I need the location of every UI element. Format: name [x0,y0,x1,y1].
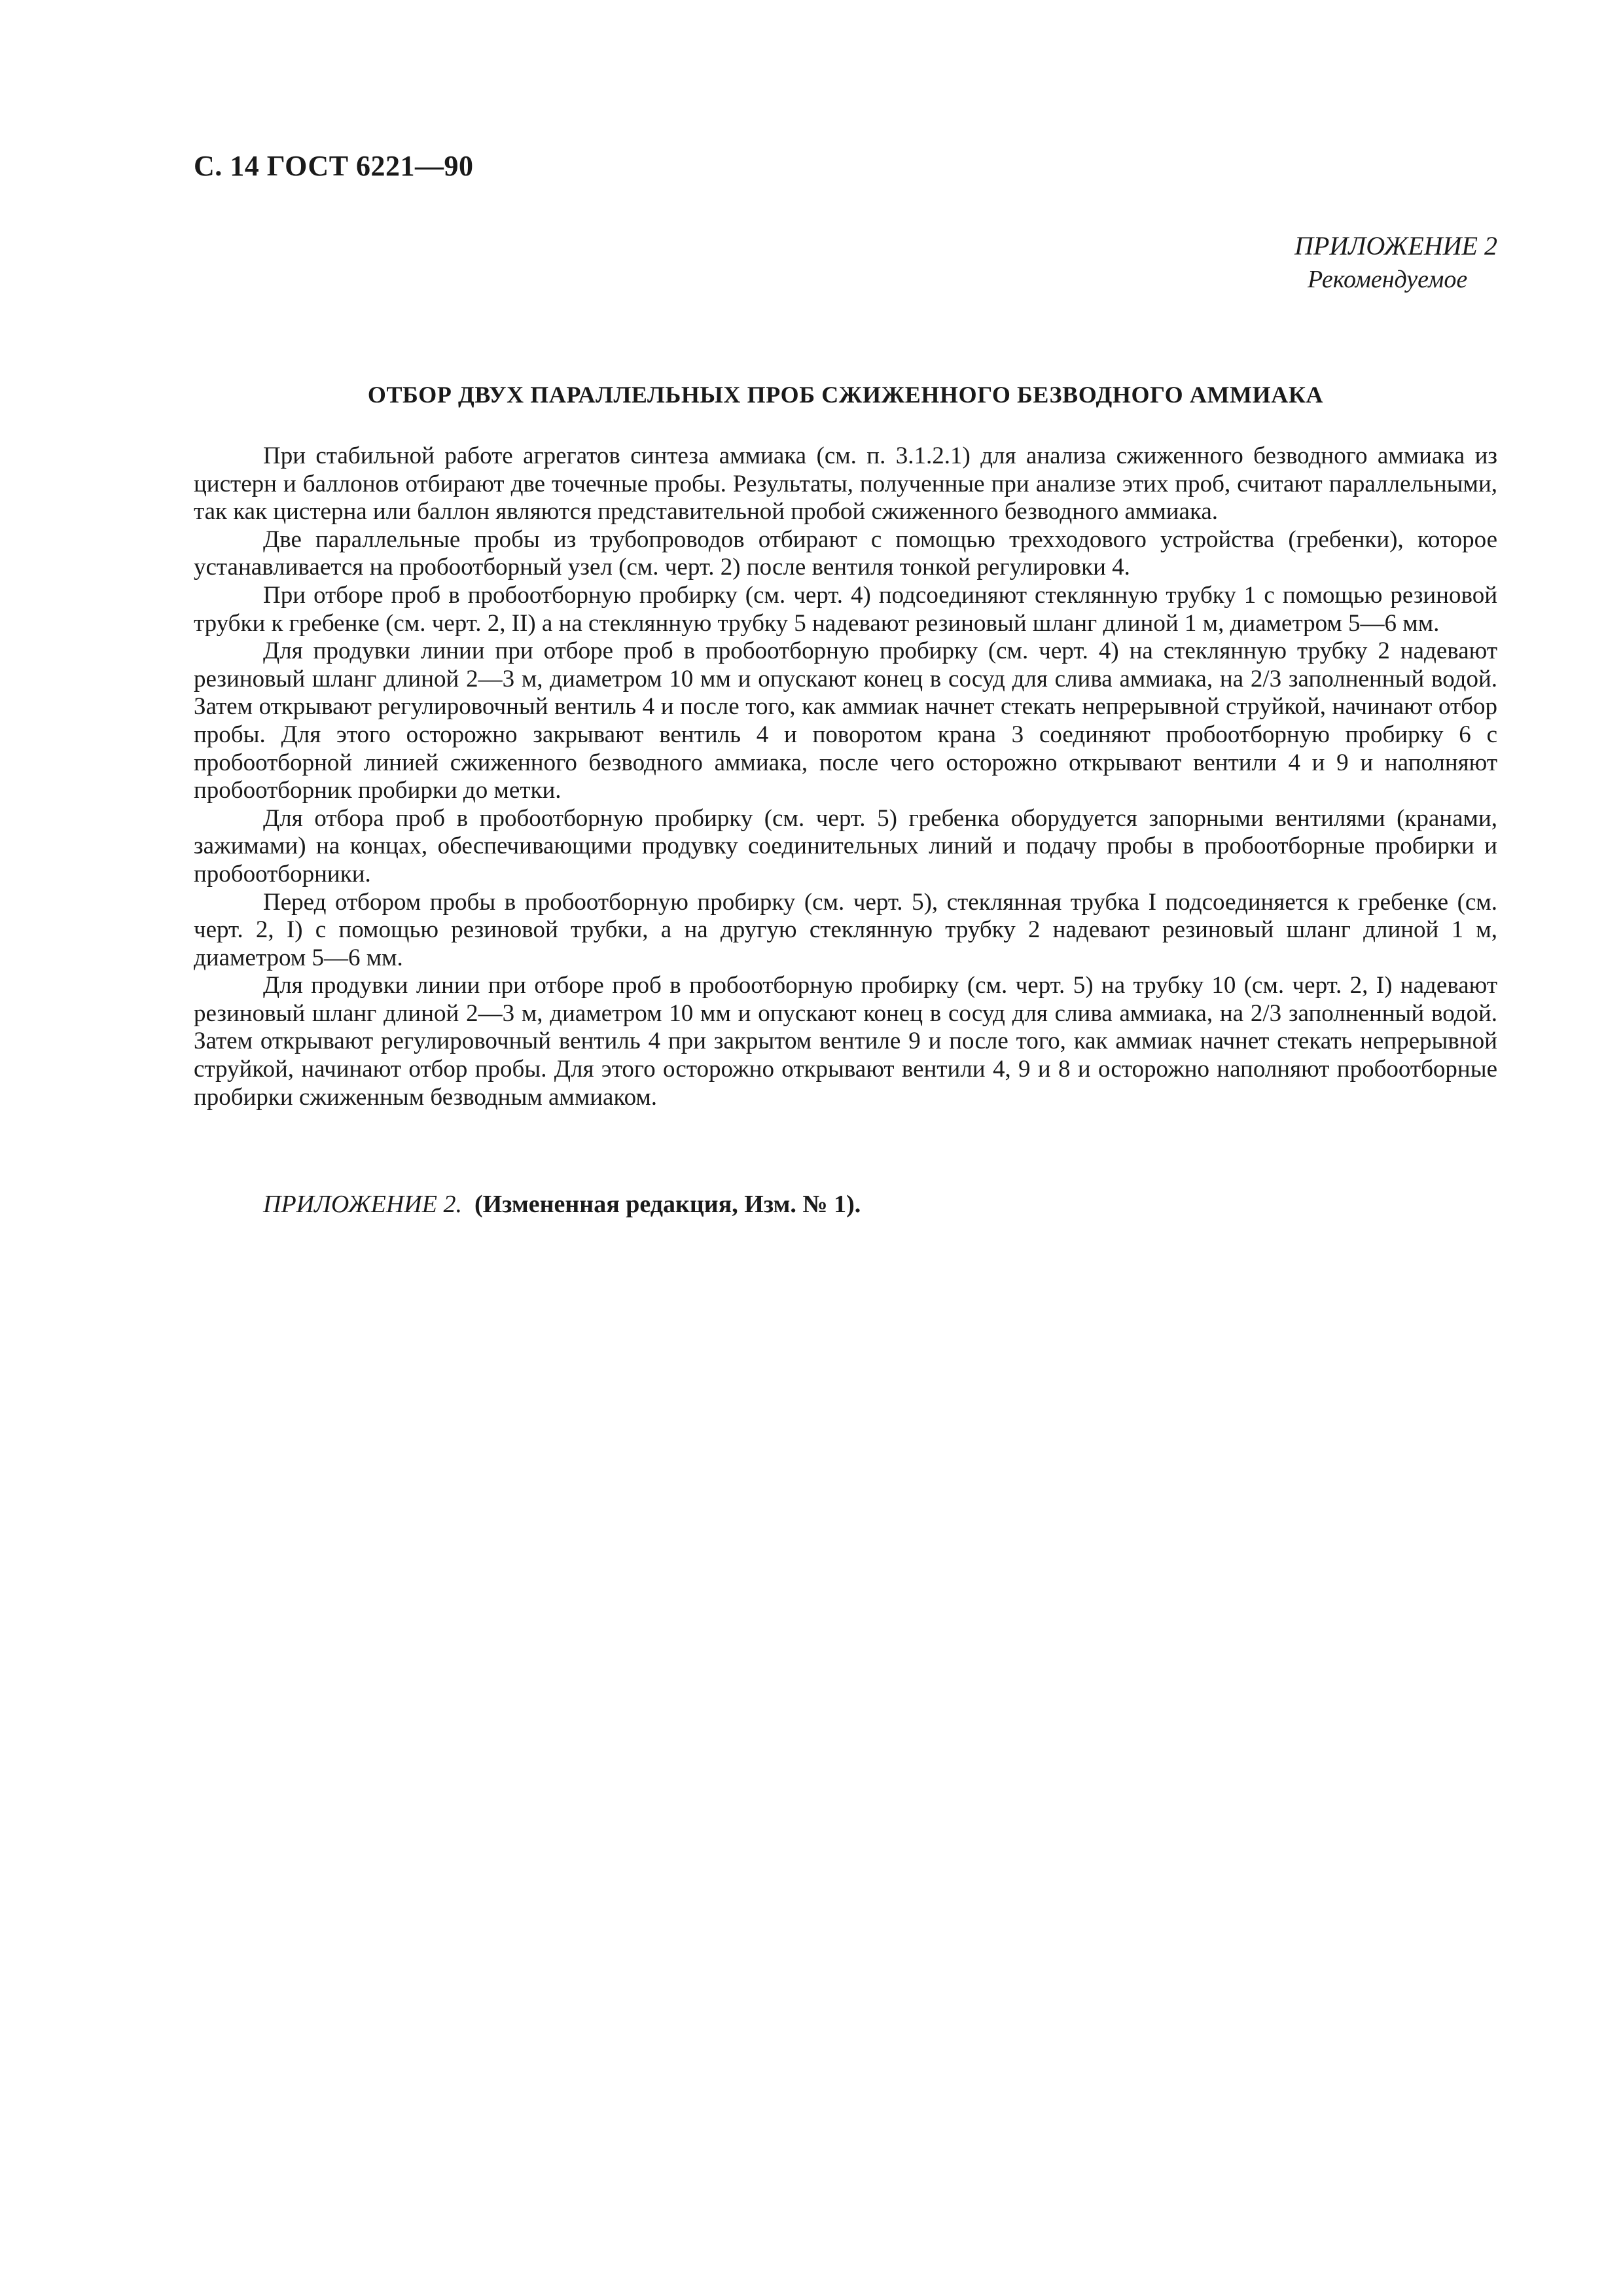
paragraph: Для продувки линии при отборе проб в пробоотборную пробирку (см. черт. 5) на трубку 10 (см. черт. 2, I) надевают резиновый шланг длиной 2—3 м, диаметром 10 мм и опускают конец в сосуд для слива аммиака, на 2/3 заполненный водой. Затем открывают регулировочный вентиль 4 при закрытом вентиле 9 и после того, как аммиак начнет стекать непрерывной струйкой, начинают отбор пробы. Для этого осторожно открывают вентили 4, 9 и 8 и осторожно наполняют пробоотборные пробирки сжиженным безводным аммиаком. [194,972,1497,1111]
appendix-status: Рекомендуемое [1308,266,1468,293]
appendix-title: ПРИЛОЖЕНИЕ 2 [1294,231,1497,260]
paragraph: Две параллельные пробы из трубопроводов отбирают с помощью трехходового устройства (гребенки), которое устанавливается на пробоотборный узел (см. черт. 2) после вентиля тонкой регулировки 4. [194,526,1497,581]
body-text [194,442,1497,1111]
page-header: С. 14 ГОСТ 6221—90 [194,150,474,182]
amendment-label: ПРИЛОЖЕНИЕ 2. [263,1191,462,1218]
amendment-note [263,1190,861,1219]
paragraph: При стабильной работе агрегатов синтеза аммиака (см. п. 3.1.2.1) для анализа сжиженного безводного аммиака из цистерн и баллонов отбирают две точечные пробы. Результаты, полученные при анализе этих проб, считают параллельными, так как цистерна или баллон являются представительной пробой сжиженного безводного аммиака. [194,442,1497,526]
paragraph: При отборе проб в пробоотборную пробирку (см. черт. 4) подсоединяют стеклянную трубку 1 с помощью резиновой трубки к гребенке (см. черт. 2, II) а на стеклянную трубку 5 надевают резиновый шланг длиной 1 м, диаметром 5—6 мм. [194,581,1497,637]
paragraph: Перед отбором пробы в пробоотборную пробирку (см. черт. 5), стеклянная трубка I подсоединяется к гребенке (см. черт. 2, I) с помощью резиновой трубки, а на другую стеклянную трубку 2 надевают резиновый шланг длиной 1 м, диаметром 5—6 мм. [194,888,1497,971]
paragraph: Для продувки линии при отборе проб в пробоотборную пробирку (см. черт. 4) на стеклянную трубку 2 надевают резиновый шланг длиной 2—3 м, диаметром 10 мм и опускают конец в сосуд для слива аммиака, на 2/3 заполненный водой. Затем открывают регулировочный вентиль 4 и после того, как аммиак начнет стекать непрерывной струйкой, начинают отбор пробы. Для этого осторожно закрывают вентиль 4 и поворотом крана 3 соединяют пробоотборную пробирку 6 с пробоотборной линией сжиженного безводного аммиака, после чего осторожно открывают вентили 4 и 9 и наполняют пробоотборник пробирки до метки. [194,637,1497,804]
appendix-block [1262,229,1497,296]
paragraph: Для отбора проб в пробоотборную пробирку (см. черт. 5) гребенка оборудуется запорными вентилями (кранами, зажимами) на концах, обеспечивающими продувку соединительных линий и подачу пробы в пробоотборные пробирки и пробоотборники. [194,804,1497,888]
amendment-text: (Измененная редакция, Изм. № 1). [474,1191,861,1218]
section-title: ОТБОР ДВУХ ПАРАЛЛЕЛЬНЫХ ПРОБ СЖИЖЕННОГО БЕЗВОДНОГО АММИАКА [367,382,1324,408]
